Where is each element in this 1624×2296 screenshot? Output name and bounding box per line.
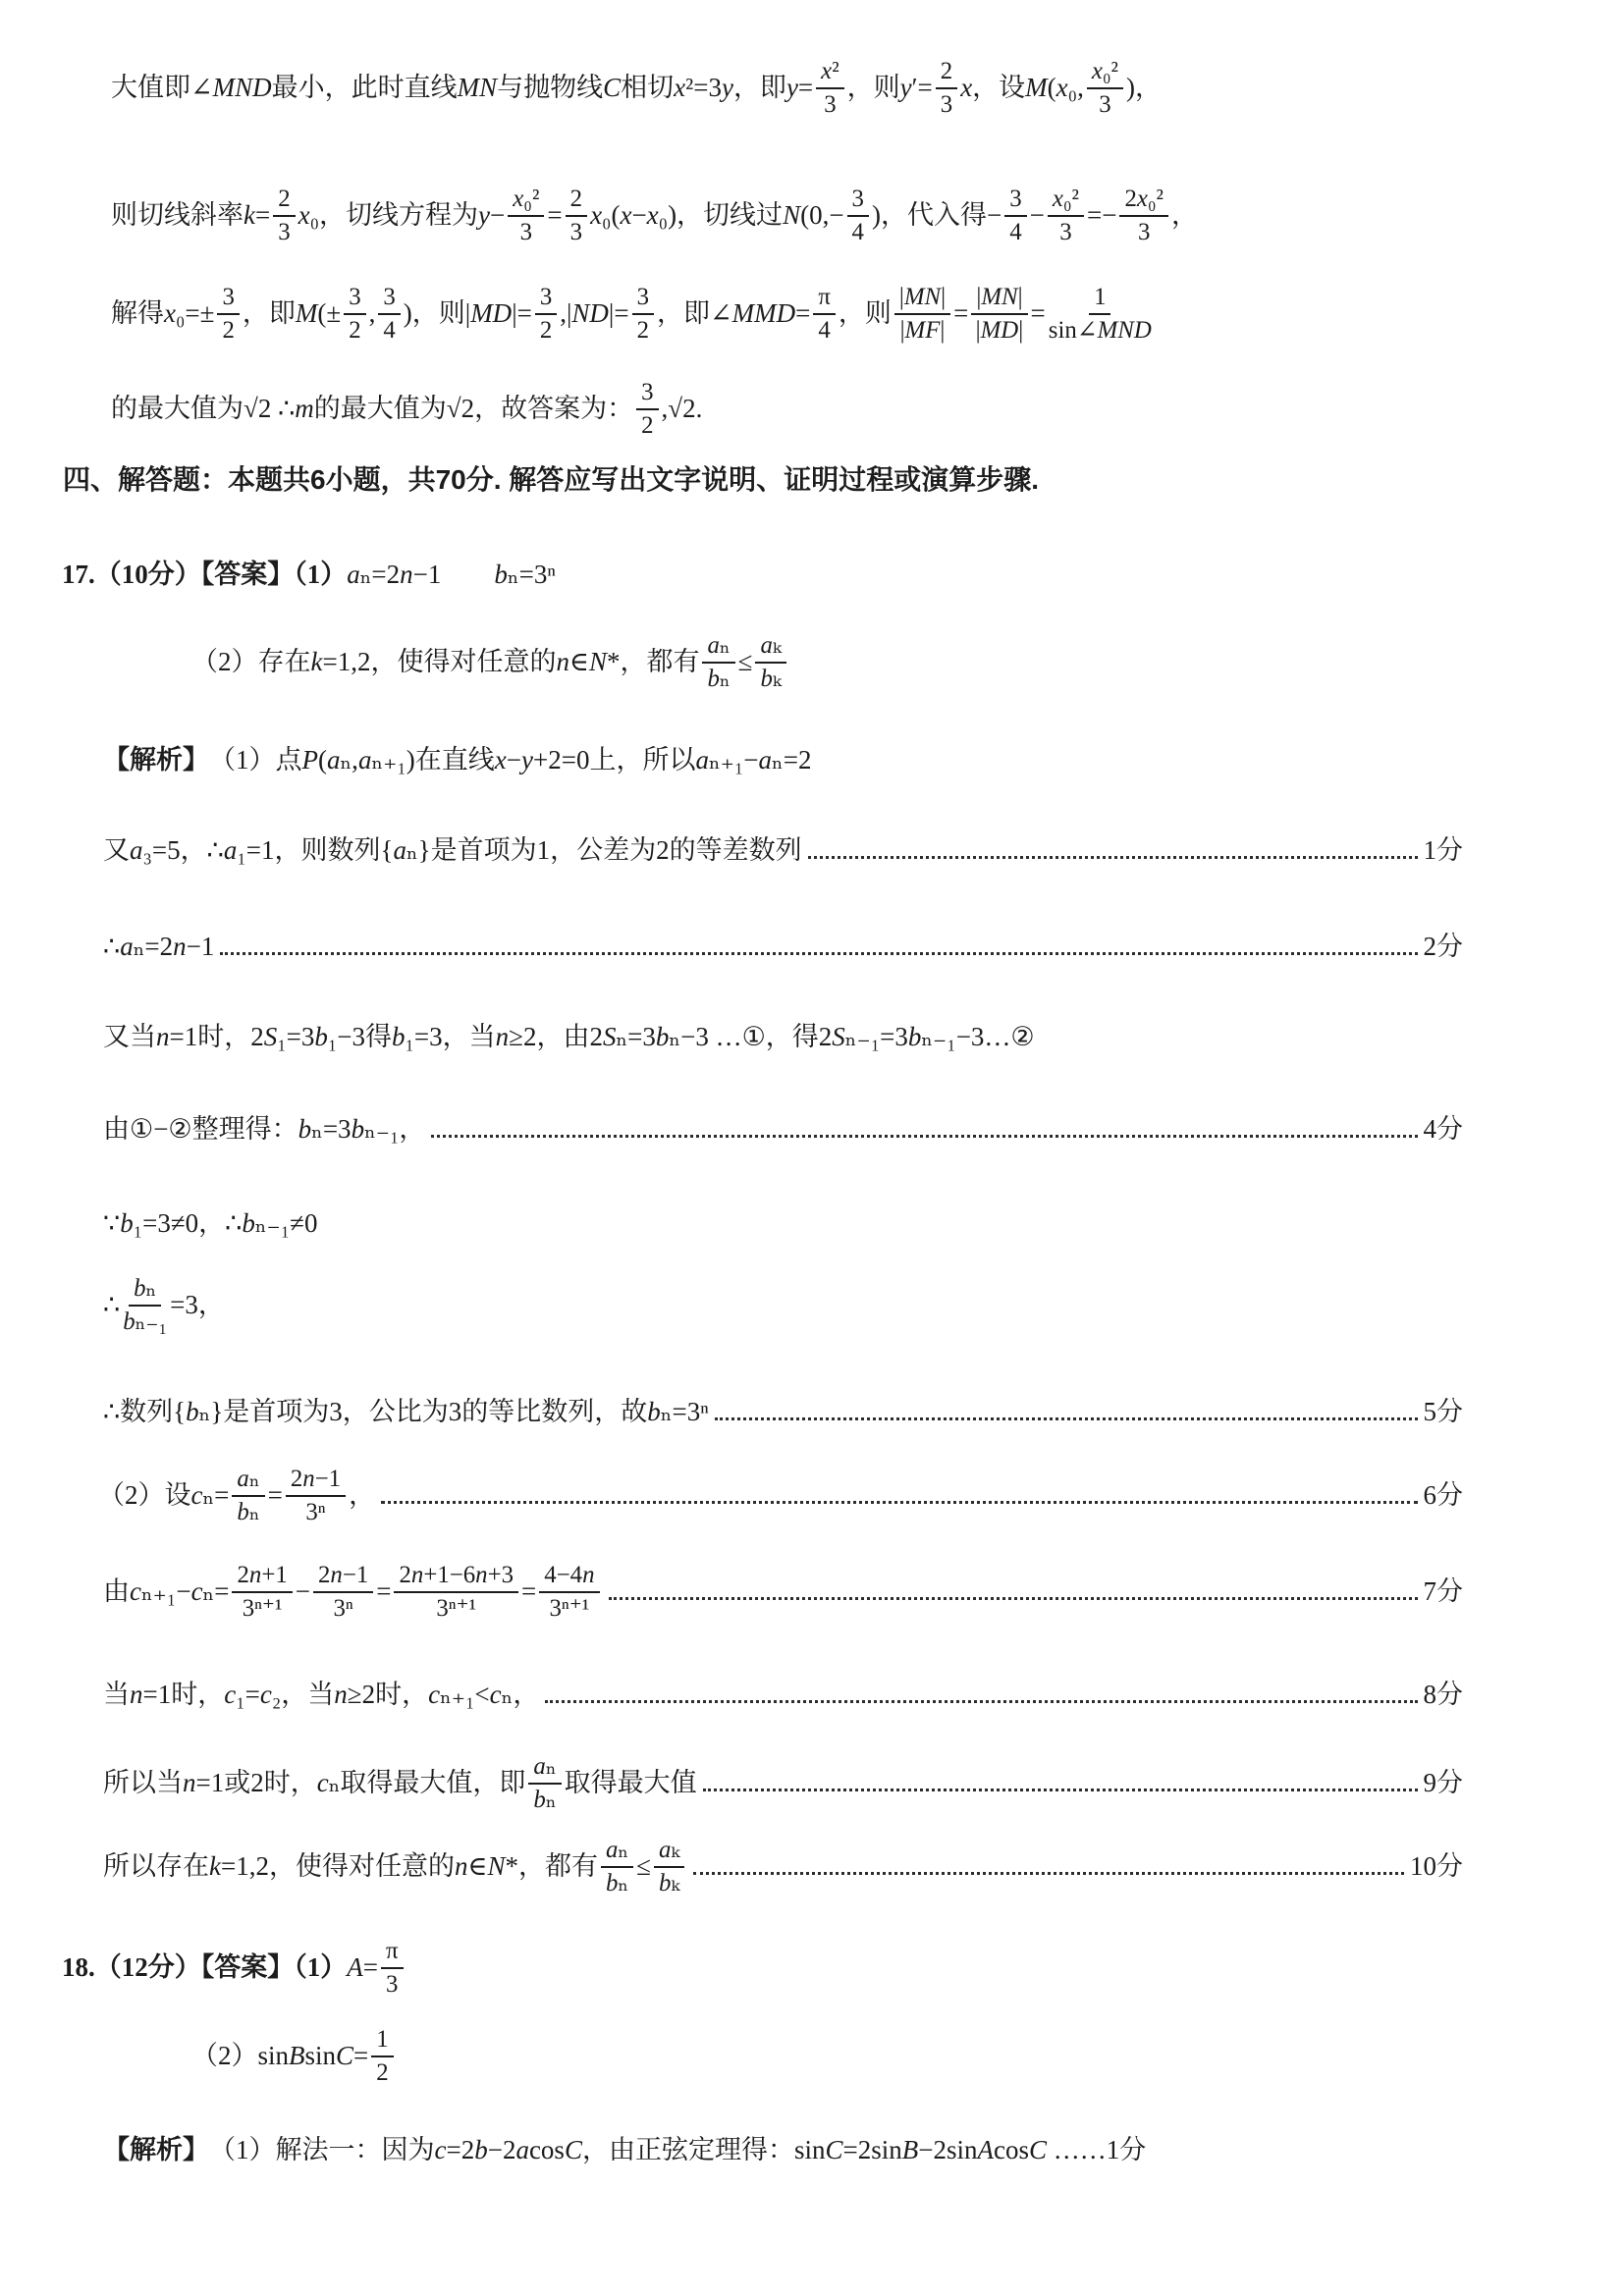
fraction: $\frac{2}{3}$ (936, 57, 957, 119)
fraction: $\frac{3}{4}$ (847, 185, 869, 246)
text-segment: ，即∠MMD= (656, 298, 811, 329)
dotted-leader (715, 1417, 1418, 1420)
fraction: $\frac{\text{aₙ}}{\text{bₙ}}$ (601, 1836, 633, 1897)
q17-solution-line-2 (103, 832, 1463, 868)
fraction: $\frac{2}{3}$ (273, 185, 295, 246)
score-marker: 5分 (1423, 1397, 1463, 1426)
text-segment: 大值即∠MND最小，此时直线MN与抛物线C相切x²=3y，即y= (111, 73, 814, 103)
q18-solution-line-1 (103, 2132, 1146, 2167)
fraction: $\frac{|MN|}{|MD|}$ (971, 283, 1027, 345)
text-segment: 所以存在k=1,2，使得对任意的n∈N*，都有 (103, 1851, 598, 1882)
fraction: $\frac{\pi}{4}$ (813, 283, 836, 345)
q16-solution-line-1 (111, 57, 1162, 119)
q16-solution-line-3 (111, 283, 1155, 345)
text-segment: )，代入得− (871, 200, 1002, 231)
text-segment: = (1030, 298, 1046, 329)
q17-solution-line-11 (103, 1677, 1463, 1712)
fraction: $\frac{2}{3}$ (566, 185, 587, 246)
fraction: $\frac{\text{bₙ}}{\text{bₙ₋₁}}$ (123, 1275, 168, 1335)
fraction: $\frac{\text{x₀²}}{3}$ (508, 185, 544, 246)
text-segment: ，则 (838, 298, 892, 329)
fraction: $\frac{\text{aₖ}}{\text{bₖ}}$ (654, 1836, 684, 1897)
text-segment: = (547, 200, 563, 231)
fraction: $\frac{3}{2}$ (217, 283, 239, 345)
q18-answer-line-1 (62, 1937, 406, 1999)
fraction: $\frac{3}{2}$ (636, 378, 658, 440)
q17-solution-line-1 (103, 742, 811, 777)
q17-solution-line-3 (103, 929, 1463, 964)
q17-solution-line-4 (103, 1019, 1035, 1054)
text-segment: ≤ (636, 1851, 651, 1882)
score-marker: 1分 (1423, 835, 1463, 865)
text-segment: aₙ=2n−1 bₙ=3ⁿ (347, 560, 556, 589)
fraction: $\frac{3}{2}$ (535, 283, 557, 345)
text-segment: )，则|MD|= (403, 298, 532, 329)
score-marker: 8分 (1423, 1680, 1463, 1709)
dotted-leader (703, 1789, 1418, 1791)
text-segment: 由cₙ₊₁−cₙ= (103, 1576, 230, 1607)
fraction: $\frac{4-4n}{\text{3ⁿ⁺¹}}$ (539, 1561, 599, 1623)
text-segment: x₀，切线方程为y− (298, 200, 506, 231)
fraction: $\frac{\text{x²}}{3}$ (816, 57, 843, 119)
q17-solution-line-10 (103, 1561, 1463, 1623)
fraction: $\frac{\pi}{3}$ (381, 1937, 404, 1999)
score-marker: 7分 (1423, 1576, 1463, 1607)
text-segment: ∴ (103, 1290, 121, 1320)
text-segment: 的最大值为√2 ∴m的最大值为√2，故答案为： (111, 394, 634, 424)
text-segment: 又a₃=5，∴a₁=1，则数列{aₙ}是首项为1，公差为2的等差数列 (103, 835, 802, 865)
text-segment: 解得x₀=± (111, 298, 215, 329)
q16-solution-line-2 (111, 185, 1198, 246)
q17-solution-line-5 (103, 1111, 1463, 1147)
text-segment: 所以当n=1或2时，cₙ取得最大值，即 (103, 1768, 526, 1798)
text-segment: 由①−②整理得：bₙ=3bₙ₋₁， (103, 1114, 426, 1144)
q16-solution-line-4 (111, 378, 702, 440)
fraction: $\frac{\text{x₀²}}{3}$ (1087, 57, 1123, 119)
text-segment: ≤ (737, 647, 753, 677)
text-segment: A= (347, 1952, 378, 1983)
text-segment: 则切线斜率k= (111, 200, 271, 231)
q17-solution-line-9 (98, 1465, 1463, 1526)
text-segment: =− (1086, 200, 1117, 231)
q18-answer-line-2 (191, 2025, 397, 2087)
text-segment: （1）解法一：因为c=2b−2acosC，由正弦定理得：sinC=2sinB−2sinAcosC ……1分 (209, 2135, 1147, 2164)
text-segment: （2）sinBsinC= (191, 2041, 369, 2071)
dotted-leader (431, 1135, 1417, 1138)
dotted-leader (220, 952, 1417, 955)
text-segment: （2）设cₙ= (98, 1480, 230, 1511)
text-segment: )， (1125, 73, 1162, 103)
fraction: $\frac{\text{aₙ}}{\text{bₙ}}$ (528, 1752, 561, 1814)
text-segment: x，设M(x₀, (960, 73, 1084, 103)
text-segment: 当n=1时，c₁=c₂，当n≥2时，cₙ₊₁<cₙ， (103, 1680, 540, 1709)
dotted-leader (693, 1872, 1404, 1875)
text-segment: = (376, 1576, 392, 1607)
text-segment: （1）点P(aₙ,aₙ₊₁)在直线x−y+2=0上，所以aₙ₊₁−aₙ=2 (209, 745, 812, 774)
text-segment: ,√2. (661, 394, 703, 424)
text-segment: = (521, 1576, 537, 1607)
fraction: $\frac{2n+1-6n+3}{\text{3ⁿ⁺¹}}$ (394, 1561, 518, 1623)
fraction: $\frac{1}{\text{sin∠MND}}$ (1048, 284, 1152, 344)
fraction: $\frac{\text{x₀²}}{3}$ (1048, 185, 1084, 246)
score-marker: 6分 (1423, 1480, 1463, 1511)
text-segment: ，即M(± (242, 298, 342, 329)
text-segment: x₀(x−x₀)，切线过N(0,− (590, 200, 844, 231)
text-segment: 四、解答题：本题共6小题，共70分. 解答应写出文字说明、证明过程或演算步骤. (63, 464, 1040, 495)
text-segment: − (1029, 200, 1045, 231)
q17-answer-line-1 (62, 557, 556, 592)
text-segment: ，则y′= (846, 73, 933, 103)
dotted-leader (808, 856, 1418, 859)
score-marker: 9分 (1423, 1768, 1463, 1798)
text-segment: ,|ND|= (560, 298, 629, 329)
q17-solution-line-6 (103, 1205, 318, 1241)
text-segment: =3， (170, 1290, 225, 1320)
fraction: $\frac{2n+1}{\text{3ⁿ⁺¹}}$ (232, 1561, 292, 1623)
fraction: $\frac{\text{aₙ}}{\text{bₙ}}$ (702, 631, 734, 693)
text-segment: ∵b₁=3≠0，∴bₙ₋₁≠0 (103, 1208, 318, 1238)
fraction: $\frac{3}{4}$ (378, 283, 400, 345)
fraction: $\frac{3}{2}$ (344, 283, 365, 345)
dotted-leader (609, 1597, 1418, 1600)
fraction: $\frac{\text{aₙ}}{\text{bₙ}}$ (232, 1465, 264, 1526)
text-segment: 【解析】 (103, 2135, 209, 2164)
text-segment: ∴数列{bₙ}是首项为3，公比为3的等比数列，故bₙ=3ⁿ (103, 1397, 709, 1426)
fraction: $\frac{3}{2}$ (632, 283, 654, 345)
q17-solution-line-13 (103, 1836, 1463, 1897)
q17-solution-line-7 (103, 1274, 225, 1336)
q17-solution-line-8 (103, 1394, 1463, 1429)
score-marker: 10分 (1410, 1851, 1463, 1882)
text-segment: 取得最大值 (564, 1768, 697, 1798)
text-segment: ∴aₙ=2n−1 (103, 932, 215, 961)
q17-answer-line-2 (191, 631, 789, 693)
fraction: $\frac{2n-1}{\text{3ⁿ}}$ (313, 1561, 373, 1623)
text-segment: （2）存在k=1,2，使得对任意的n∈N*，都有 (191, 647, 700, 677)
section-4-header (63, 461, 1039, 499)
fraction: $\frac{3}{4}$ (1004, 185, 1026, 246)
q17-solution-line-12 (103, 1752, 1463, 1814)
dotted-leader (381, 1501, 1417, 1504)
text-segment: = (267, 1480, 283, 1511)
fraction: $\frac{\text{2x₀²}}{3}$ (1119, 185, 1168, 246)
fraction: $\frac{\text{aₖ}}{\text{bₖ}}$ (755, 631, 785, 693)
text-segment: = (953, 298, 969, 329)
fraction: $\frac{|MN|}{|MF|}$ (894, 283, 950, 345)
score-marker: 4分 (1423, 1114, 1463, 1144)
text-segment: ， (1171, 200, 1199, 231)
text-segment: 【解析】 (103, 745, 209, 774)
fraction: $\frac{2n-1}{\text{3ⁿ}}$ (286, 1465, 346, 1526)
fraction: $\frac{1}{2}$ (371, 2025, 393, 2087)
text-segment: 又当n=1时，2S₁=3b₁−3得b₁=3，当n≥2，由2Sₙ=3bₙ−3 …①，得2Sₙ₋₁=3bₙ₋₁−3…② (103, 1022, 1035, 1051)
text-segment: 17.（10分）【答案】（1） (62, 560, 348, 589)
text-segment: 18.（12分）【答案】（1） (62, 1952, 348, 1983)
text-segment: , (368, 298, 376, 329)
score-marker: 2分 (1423, 932, 1463, 961)
text-segment: ， (349, 1480, 376, 1511)
dotted-leader (545, 1700, 1417, 1703)
text-segment: − (295, 1576, 310, 1607)
